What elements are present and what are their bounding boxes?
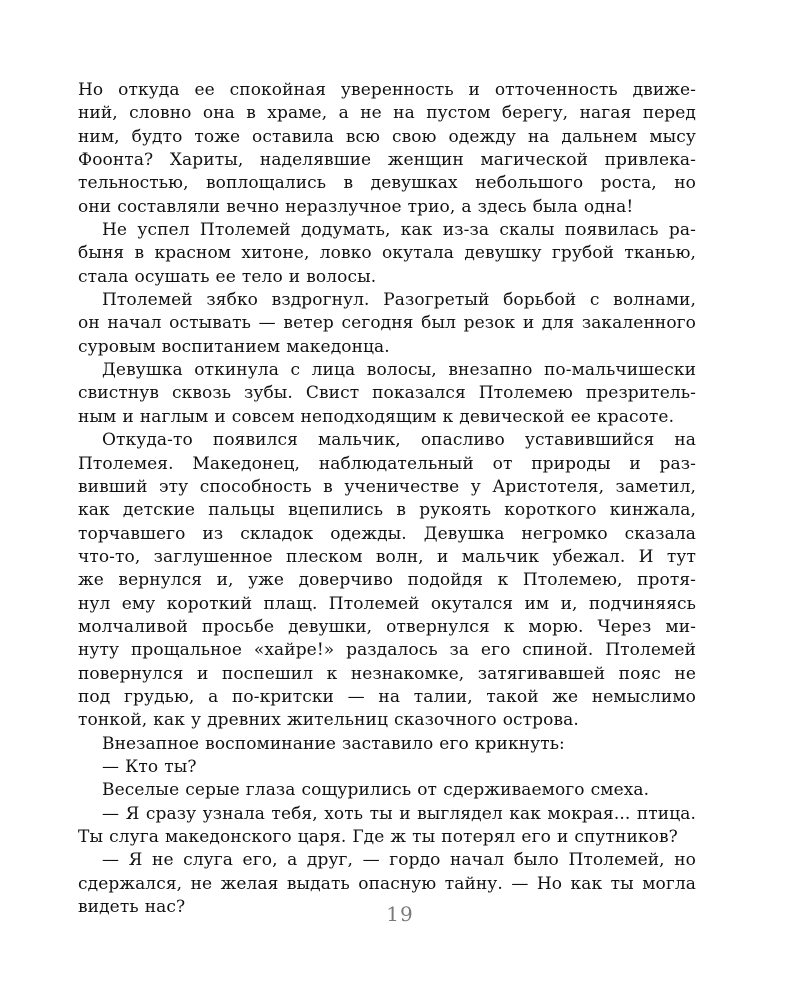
text-line: что-то, заглушенное плеском волн, и мальчик убежал. И тут <box>78 546 696 567</box>
paragraph <box>78 359 696 429</box>
paragraph <box>78 733 696 756</box>
text-line: Птолемея. Македонец, наблюдательный от природы и раз- <box>78 453 696 474</box>
text-line: тонкой, как у древних жительниц сказочного острова. <box>78 710 579 731</box>
text-line: под грудью, а по-критски — на талии, такой же немыслимо <box>78 686 696 707</box>
text-line: ний, словно она в храме, а не на пустом берегу, нагая перед <box>78 103 696 124</box>
text-line: — Я не слуга его, а друг, — гордо начал было Птолемей, но <box>102 850 696 871</box>
text-line: Внезапное воспоминание заставило его крикнуть: <box>102 733 565 754</box>
paragraph <box>78 219 696 289</box>
page-number: 19 <box>386 902 414 926</box>
text-line: ним, будто тоже оставила всю свою одежду на дальнем мысу <box>78 126 696 147</box>
text-line: молчаливой просьбе девушки, отвернулся к морю. Через ми- <box>78 616 696 637</box>
text-line: — Кто ты? <box>102 756 197 777</box>
text-line: же вернулся и, уже доверчиво подойдя к Птолемею, протя- <box>78 570 696 591</box>
text-line: Девушка откинула с лица волосы, внезапно по-мальчишески <box>102 360 696 381</box>
paragraph <box>78 79 696 219</box>
text-line: видеть нас? <box>78 897 186 918</box>
text-line: нул ему короткий плащ. Птолемей окутался им и, подчиняясь <box>78 593 696 614</box>
text-line: он начал остывать — ветер сегодня был резок и для закаленного <box>78 313 696 334</box>
text-line: сдержался, не желая выдать опасную тайну. — Но как ты могла <box>78 873 696 894</box>
text-line: свистнув сквозь зубы. Свист показался Птолемею презритель- <box>78 383 696 404</box>
dialogue-line <box>78 803 696 850</box>
text-line: Но откуда ее спокойная уверенность и отточенность движе- <box>78 80 696 100</box>
text-line: быня в красном хитоне, ловко окутала девушку грубой тканью, <box>78 243 696 264</box>
page-text-body <box>78 79 696 919</box>
paragraph <box>78 289 696 359</box>
text-line: Птолемей зябко вздрогнул. Разогретый борьбой с волнами, <box>102 290 696 311</box>
text-line: Откуда-то появился мальчик, опасливо уставившийся на <box>102 430 696 451</box>
paragraph <box>78 429 696 732</box>
text-line: тельностью, воплощались в девушках небольшого роста, но <box>78 173 696 194</box>
text-line: Фоонта? Хариты, наделявшие женщин магической привлека- <box>78 150 696 171</box>
text-line: вивший эту способность в ученичестве у Аристотеля, заметил, <box>78 476 696 497</box>
text-line: как детские пальцы вцепились в рукоять короткого кинжала, <box>78 500 696 521</box>
text-line: суровым воспитанием македонца. <box>78 336 390 357</box>
paragraph <box>78 779 696 802</box>
text-line: Ты слуга македонского царя. Где ж ты потерял его и спутников? <box>78 827 678 847</box>
text-line: торчавшего из складок одежды. Девушка негромко сказала <box>78 523 696 544</box>
text-line: стала осушать ее тело и волосы. <box>78 266 377 287</box>
text-line: ным и наглым и совсем неподходящим к девической ее красоте. <box>78 406 675 427</box>
text-line: Веселые серые глаза сощурились от сдерживаемого смеха. <box>102 780 650 801</box>
text-line: нуту прощальное «хайре!» раздалось за его спиной. Птолемей <box>78 640 696 661</box>
text-line: повернулся и поспешил к незнакомке, затягивавшей пояс не <box>78 663 696 684</box>
text-line: — Я сразу узнала тебя, хоть ты и выглядел как мокрая... птица. <box>102 803 696 824</box>
text-line: Не успел Птолемей додумать, как из-за скалы появилась ра- <box>102 220 696 241</box>
dialogue-line <box>78 756 696 779</box>
text-line: они составляли вечно неразлучное трио, а здесь была одна! <box>78 196 634 217</box>
